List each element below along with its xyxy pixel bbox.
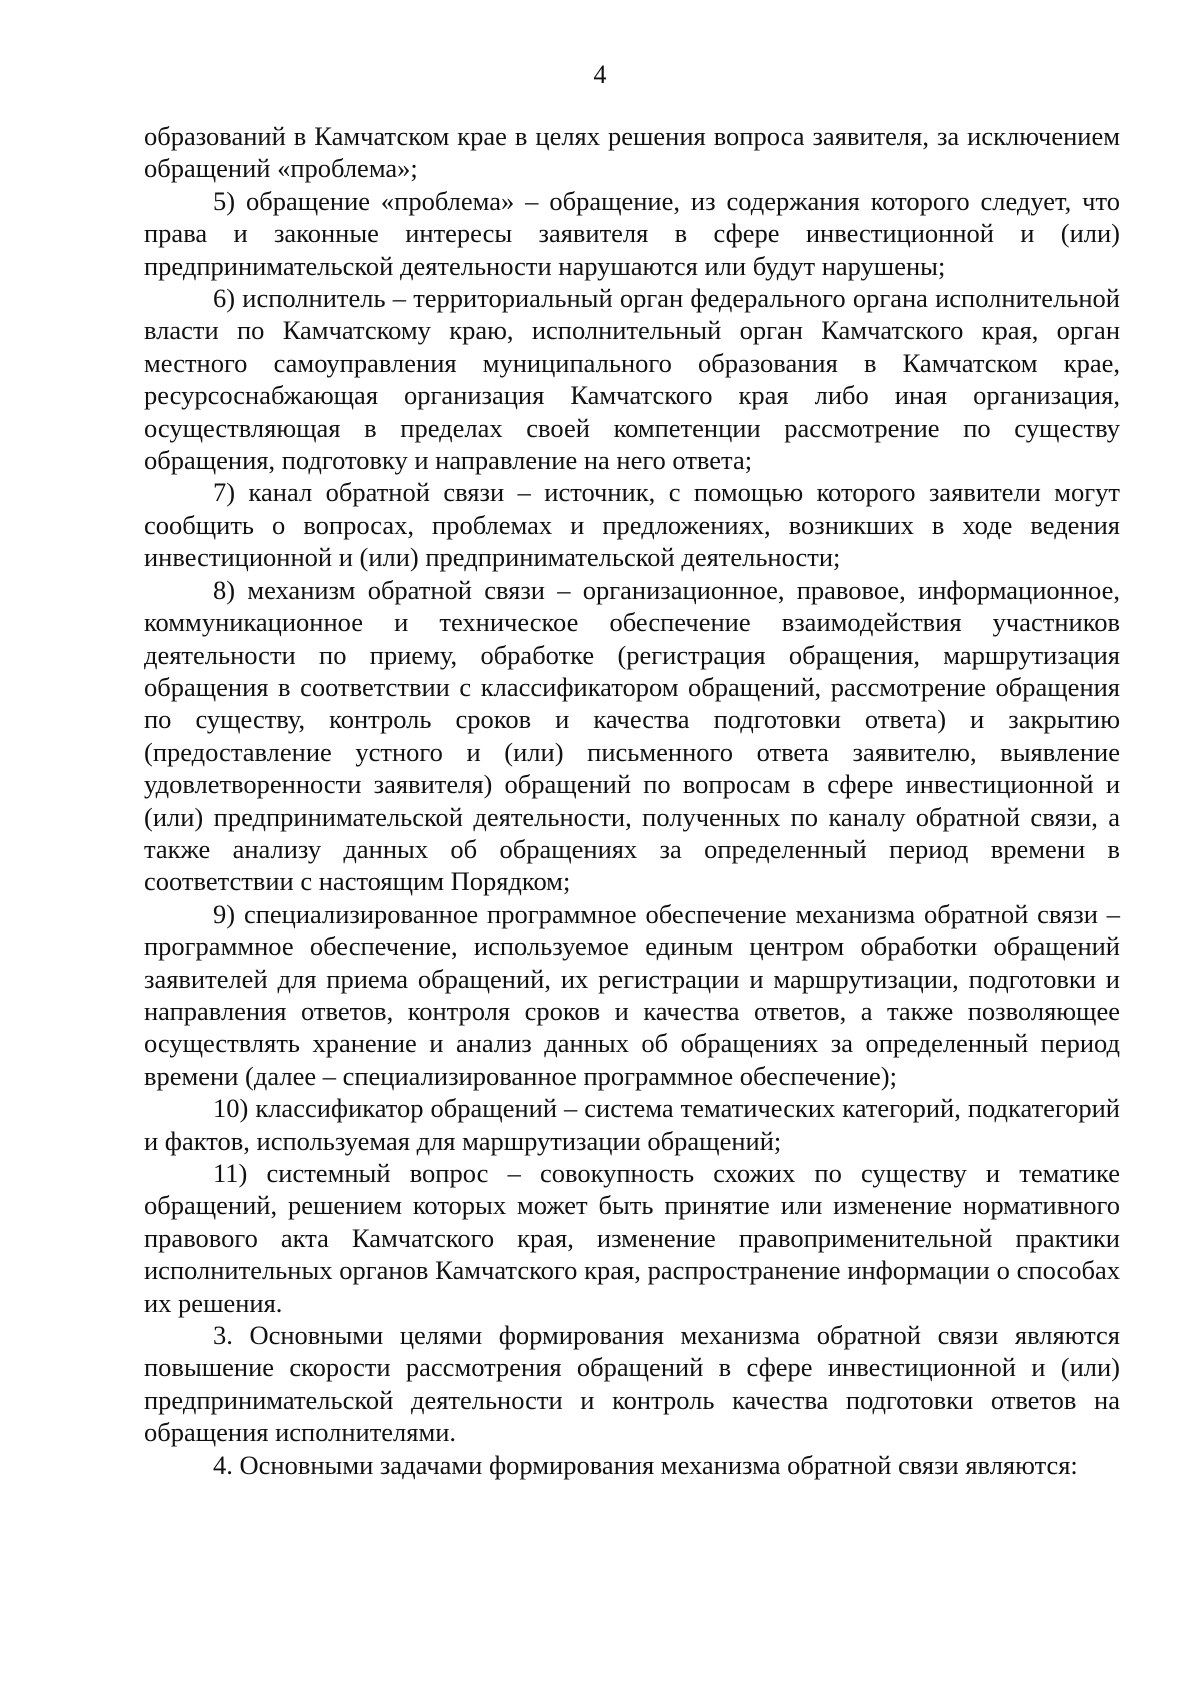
paragraph-continuation: образований в Камчатском крае в целях решения вопроса заявителя, за исключением обращений «проблема»;: [144, 121, 1120, 184]
paragraph-item-6: 6) исполнитель – территориальный орган федерального органа исполнительной власти по Камчатскому краю, исполнительный орган Камчатского края, орган местного самоуправления муниципального образования в Камчатском крае, ресурсоснабжающая организация Камчатского края либо иная организация, осуществляющая в пределах своей компетенции рассмотрение по существу обращения, подготовку и направление на него ответа;: [144, 283, 1120, 476]
paragraph-section-4: 4. Основными задачами формирования механизма обратной связи являются:: [213, 1449, 1078, 1480]
paragraph-item-9: 9) специализированное программное обеспечение механизма обратной связи – программное обеспечение, используемое единым центром обработки обращений заявителей для приема обращений, их регистрации и маршрутизации, подготовки и направления ответов, контроля сроков и качества ответов, а также позволяющее осуществлять хранение и анализ данных об обращениях за определенный период времени (далее – специализированное программное обеспечение);: [144, 898, 1120, 1091]
paragraph-item-5: 5) обращение «проблема» – обращение, из содержания которого следует, что права и законные интересы заявителя в сфере инвестиционной и (или) предпринимательской деятельности нарушаются или будут нарушены;: [144, 185, 1120, 281]
paragraph-item-7: 7) канал обратной связи – источник, с помощью которого заявители могут сообщить о вопросах, проблемах и предложениях, возникших в ходе ведения инвестиционной и (или) предпринимательской деятельности;: [144, 477, 1120, 573]
paragraph-item-8: 8) механизм обратной связи – организационное, правовое, информационное, коммуникационное и техническое обеспечение взаимодействия участников деятельности по приему, обработке (регистрация обращения, маршрутизация обращения в соответствии с классификатором обращений, рассмотрение обращения по существу, контроль сроков и качества подготовки ответа) и закрытию (предоставление устного и (или) письменного ответа заявителю, выявление удовлетворенности заявителя) обращений по вопросам в сфере инвестиционной и (или) предпринимательской деятельности, полученных по каналу обратной связи, а также анализу данных об обращениях за определенный период времени в соответствии с настоящим Порядком;: [144, 574, 1120, 897]
paragraph-item-11: 11) системный вопрос – совокупность схожих по существу и тематике обращений, решением которых может быть принятие или изменение нормативного правового акта Камчатского края, изменение правоприменительной практики исполнительных органов Камчатского края, распространение информации о способах их решения.: [144, 1158, 1120, 1318]
document-body: [144, 120, 1120, 1481]
page-number: 4: [593, 60, 607, 89]
paragraph-item-10: 10) классификатор обращений – система тематических категорий, подкатегорий и фактов, используемая для маршрутизации обращений;: [144, 1093, 1120, 1156]
paragraph-section-3: 3. Основными целями формирования механизма обратной связи являются повышение скорости рассмотрения обращений в сфере инвестиционной и (или) предпринимательской деятельности и контроль качества подготовки ответов на обращения исполнителями.: [144, 1320, 1120, 1448]
